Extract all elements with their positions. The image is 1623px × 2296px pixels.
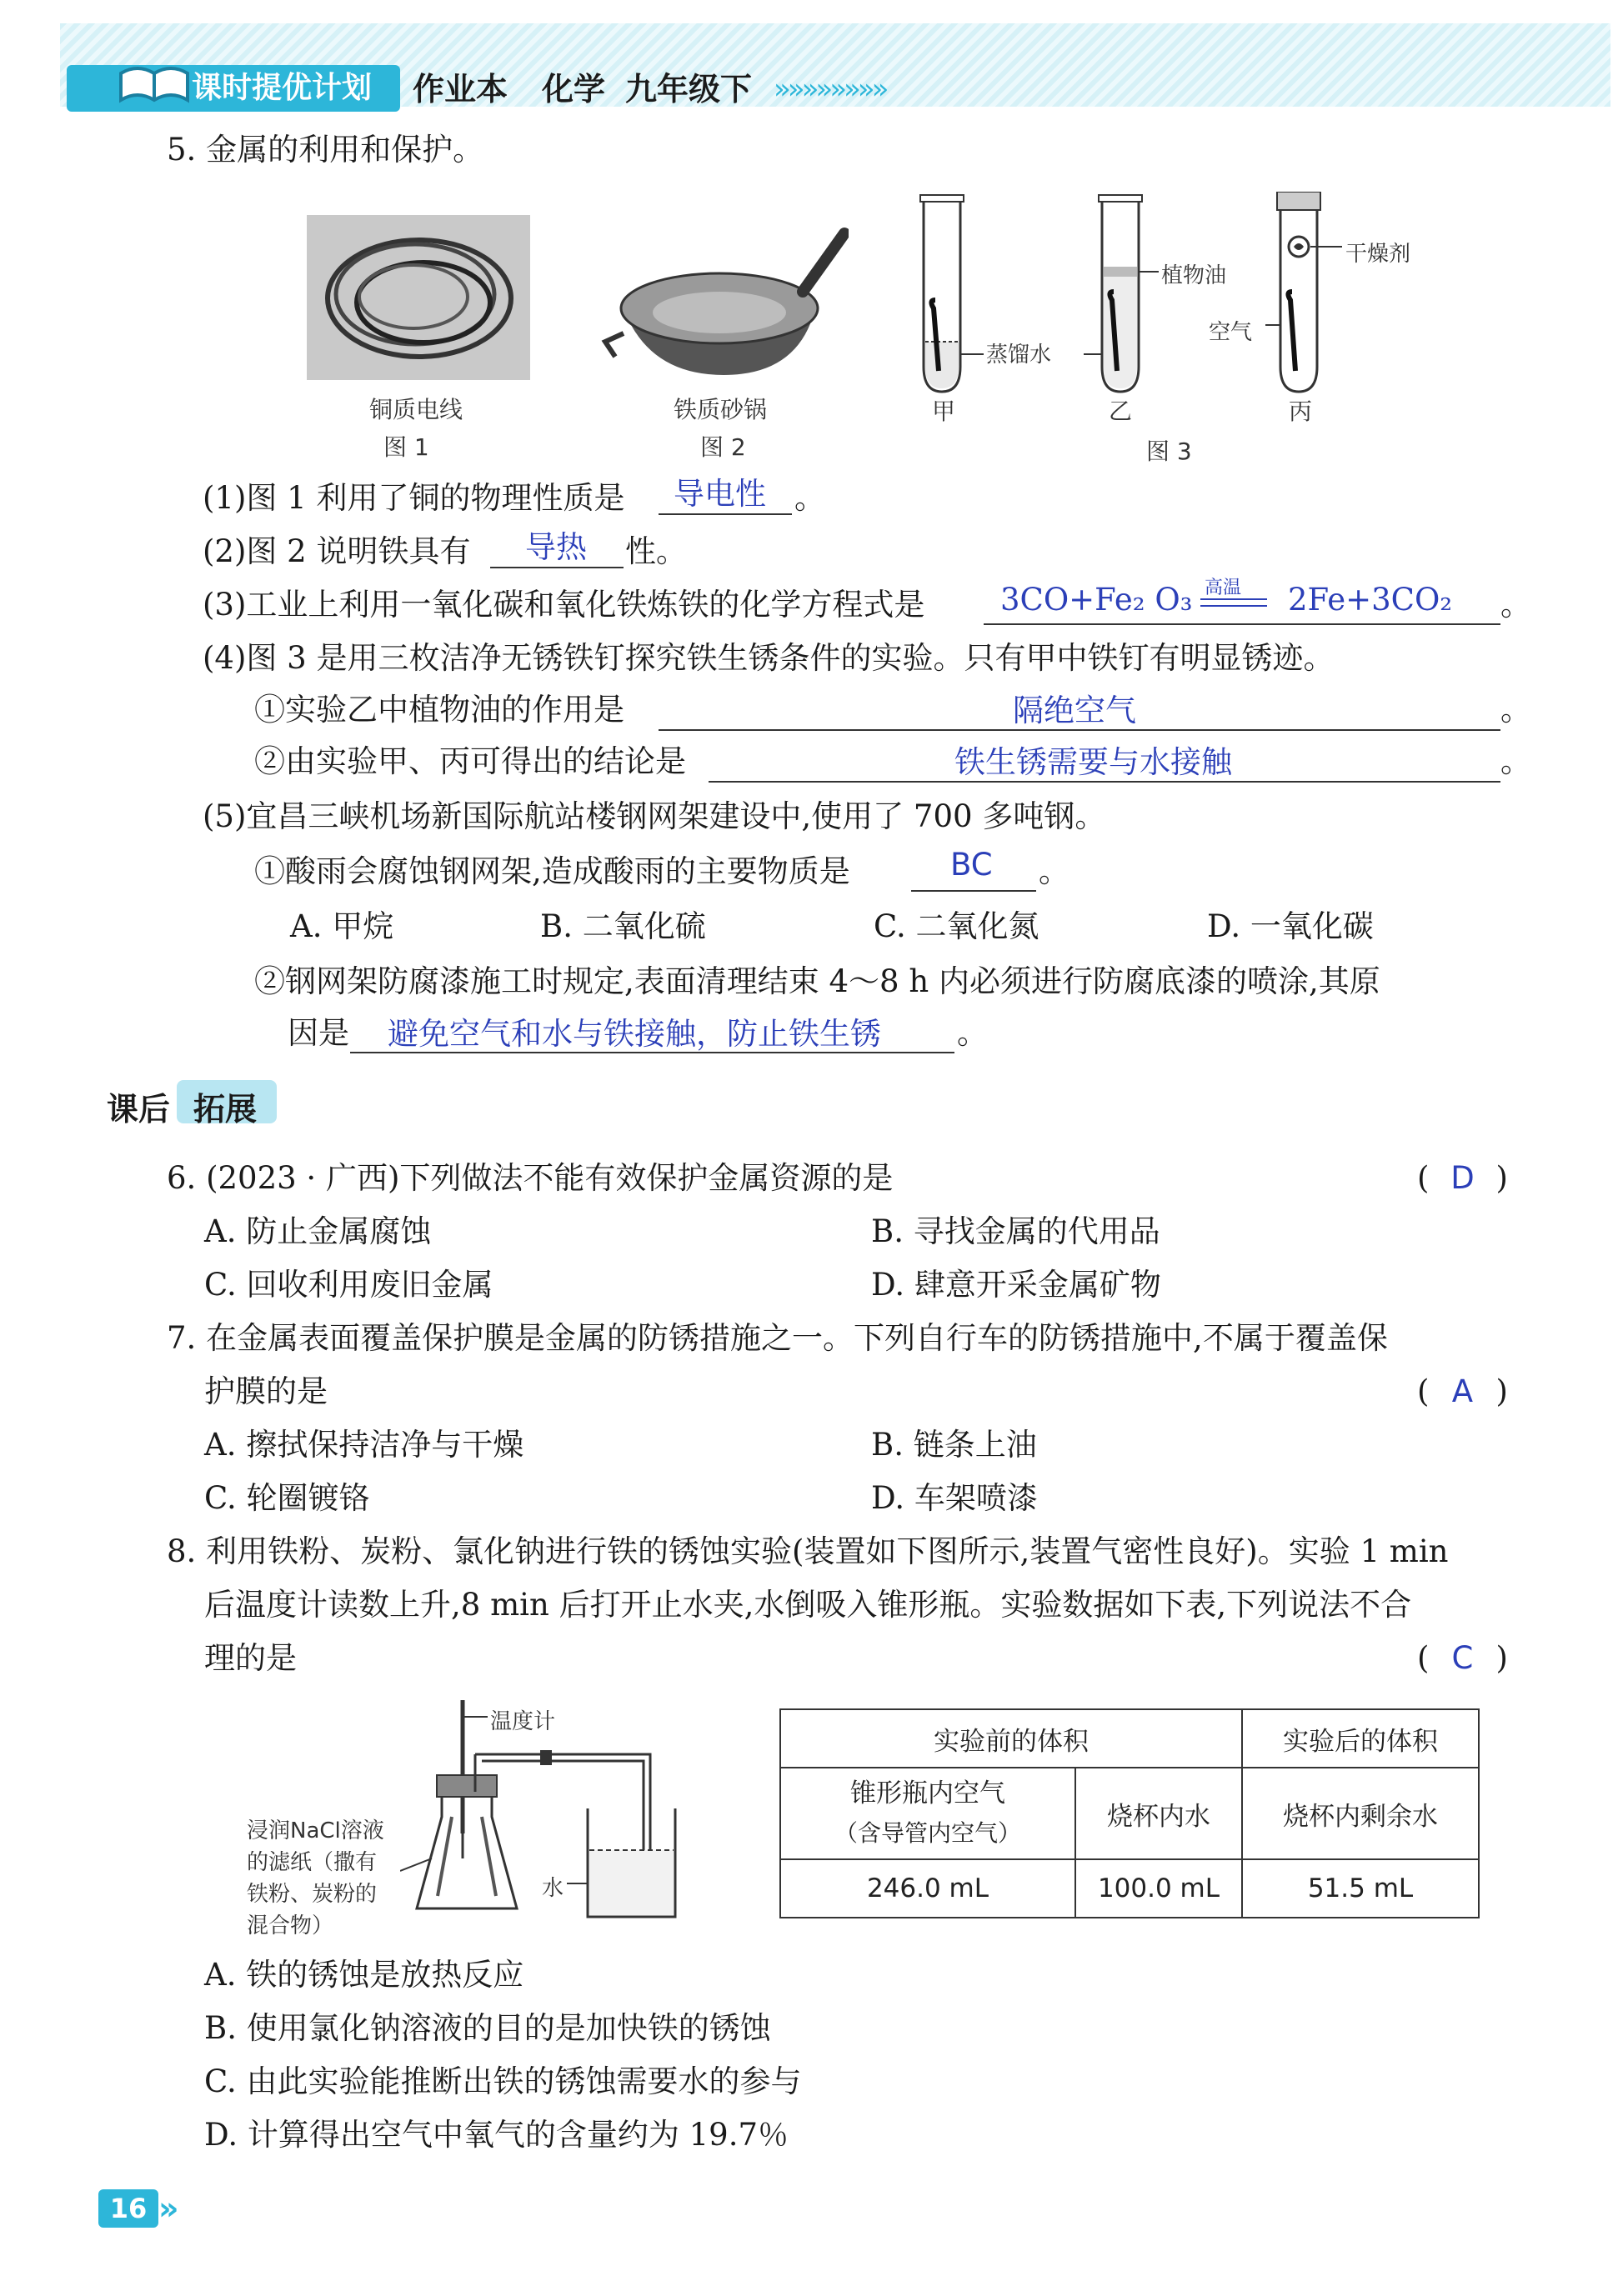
tube-label-bing: 丙	[1289, 398, 1313, 425]
fig1-caption: 铜质电线	[369, 396, 463, 423]
q5-part2-end: 性。	[625, 533, 687, 569]
q8-opt-c: C. 由此实验能推断出铁的锈蚀需要水的参与	[204, 2063, 802, 2099]
col-remaining-water: 烧杯内剩余水	[1242, 1768, 1479, 1859]
label-air: 空气	[1209, 320, 1253, 345]
period: 。	[1500, 692, 1531, 728]
q8-stem-2: 后温度计读数上升,8 min 后打开止水夹,水倒吸入锥形瓶。实验数据如下表,下列说法不合	[204, 1587, 1412, 1623]
fig2-label: 图 2	[700, 433, 746, 461]
fig2-caption: 铁质砂锅	[674, 396, 768, 423]
period: 。	[794, 480, 825, 516]
q8-stem-1: 8. 利用铁粉、炭粉、氯化钠进行铁的锈蚀实验(装置如下图所示,装置气密性良好)。实验 1 min	[167, 1533, 1449, 1569]
equation-left: 3CO+Fe₂ O₃	[1000, 582, 1193, 618]
label-desiccant: 干燥剂	[1345, 242, 1411, 267]
page-arrow-icon: »	[158, 2190, 179, 2227]
q7-opt-a: A. 擦拭保持洁净与干燥	[204, 1427, 524, 1463]
book-type: 作业本	[413, 71, 508, 108]
tube-label-jia: 甲	[932, 398, 956, 425]
q5-part1: (1)图 1 利用了铜的物理性质是	[203, 480, 625, 516]
q5-part5-1: ①酸雨会腐蚀钢网架,造成酸雨的主要物质是	[254, 853, 850, 889]
fig3-label: 图 3	[1146, 438, 1192, 465]
q6-opt-d: D. 肆意开采金属矿物	[871, 1267, 1161, 1303]
equation-right: 2Fe+3CO₂	[1288, 582, 1453, 618]
q5-part2-blank[interactable]	[490, 567, 624, 568]
q5-part1-blank[interactable]	[659, 513, 792, 515]
q5-opt-c: C. 二氧化氮	[874, 908, 1039, 944]
q5-part4-2: ②由实验甲、丙可得出的结论是	[254, 743, 686, 779]
q5-part4-1-answer: 隔绝空气	[1013, 693, 1136, 728]
q5-title: 5. 金属的利用和保护。	[167, 132, 484, 168]
header-arrows: »»»»»»»»	[774, 73, 886, 106]
period: 。	[957, 1015, 988, 1051]
q7-stem-1: 7. 在金属表面覆盖保护膜是金属的防锈措施之一。下列自行车的防锈措施中,不属于覆盖保	[167, 1320, 1388, 1356]
q5-part5-2a: ②钢网架防腐漆施工时规定,表面清理结束 4～8 h 内必须进行防腐底漆的喷涂,其原	[254, 963, 1380, 999]
q6-answer: D	[1450, 1160, 1475, 1196]
q8-answer: C	[1451, 1640, 1474, 1676]
page-number: 16	[98, 2189, 158, 2228]
q7-opt-c: C. 轮圈镀铬	[204, 1480, 370, 1516]
section-left: 课后	[107, 1091, 171, 1128]
q5-part3-blank[interactable]	[984, 623, 1500, 625]
q7-answer-bracket: ( A )	[1417, 1373, 1508, 1409]
period: 。	[1039, 853, 1069, 889]
col-beaker-water: 烧杯内水	[1075, 1768, 1242, 1859]
col-flask-air: 锥形瓶内空气 （含导管内空气）	[780, 1768, 1075, 1859]
q6-answer-bracket: ( D )	[1417, 1160, 1508, 1196]
q7-answer: A	[1451, 1373, 1474, 1409]
q6-opt-c: C. 回收利用废旧金属	[204, 1267, 493, 1303]
subject: 化学	[542, 71, 606, 108]
label-plant-oil: 植物油	[1161, 263, 1227, 288]
label-filter-paper: 浸润NaCl溶液 的滤纸（撒有 铁粉、炭粉的 混合物）	[247, 1818, 384, 1938]
q7-opt-d: D. 车架喷漆	[871, 1480, 1038, 1516]
q8-opt-b: B. 使用氯化钠溶液的目的是加快铁的锈蚀	[204, 2010, 771, 2046]
q6-opt-a: A. 防止金属腐蚀	[204, 1213, 432, 1249]
q7-opt-b: B. 链条上油	[871, 1427, 1037, 1463]
q5-part5-2b: 因是	[288, 1015, 349, 1051]
brand-title: 课时提优计划	[192, 71, 373, 105]
equation-condition: 高温	[1205, 578, 1242, 598]
val-beaker-water: 100.0 mL	[1075, 1859, 1242, 1918]
q6-opt-b: B. 寻找金属的代用品	[871, 1213, 1160, 1249]
period: 。	[1500, 587, 1531, 623]
q7-stem-2: 护膜的是	[204, 1373, 328, 1409]
val-remaining-water: 51.5 mL	[1242, 1859, 1479, 1918]
tube-label-yi: 乙	[1109, 398, 1133, 425]
q8-opt-a: A. 铁的锈蚀是放热反应	[204, 1957, 524, 1993]
val-flask-air: 246.0 mL	[780, 1859, 1075, 1918]
q8-answer-bracket: ( C )	[1417, 1640, 1508, 1676]
q5-part4: (4)图 3 是用三枚洁净无锈铁钉探究铁生锈条件的实验。只有甲中铁钉有明显锈迹。	[203, 640, 1335, 676]
header-after: 实验后的体积	[1242, 1709, 1479, 1768]
grade: 九年级下	[625, 71, 753, 108]
rust-experiment-tubes	[917, 192, 1417, 417]
q5-opt-a: A. 甲烷	[290, 908, 394, 944]
q5-part2: (2)图 2 说明铁具有	[203, 533, 471, 569]
copper-wire-image	[307, 215, 530, 380]
label-beaker-water: 水	[542, 1876, 564, 1901]
period: 。	[1500, 743, 1531, 779]
q5-part5-2-answer: 避免空气和水与铁接触，防止铁生锈	[388, 1016, 881, 1052]
q5-opt-d: D. 一氧化碳	[1207, 908, 1374, 944]
q8-opt-d: D. 计算得出空气中氧气的含量约为 19.7％	[204, 2117, 789, 2153]
q5-part2-answer: 导热	[525, 529, 587, 565]
q8-stem-3: 理的是	[204, 1640, 297, 1676]
equation-sign	[1200, 598, 1267, 607]
label-distilled-water: 蒸馏水	[986, 343, 1052, 368]
fig1-label: 图 1	[383, 433, 429, 461]
iron-wok-image	[599, 217, 849, 383]
q5-part5: (5)宜昌三峡机场新国际航站楼钢网架建设中,使用了 700 多吨钢。	[203, 798, 1106, 834]
q5-part4-1: ①实验乙中植物油的作用是	[254, 692, 624, 728]
q5-part3: (3)工业上利用一氧化碳和氧化铁炼铁的化学方程式是	[203, 587, 925, 623]
book-icon	[113, 58, 196, 112]
volume-data-table	[779, 1708, 1480, 1918]
section-right: 拓展	[193, 1091, 258, 1128]
q5-part4-2-answer: 铁生锈需要与水接触	[954, 744, 1232, 780]
q5-opt-b: B. 二氧化硫	[540, 908, 706, 944]
q5-part5-1-answer: BC	[950, 847, 993, 883]
q5-part5-1-blank[interactable]	[911, 890, 1036, 892]
q5-part1-answer: 导电性	[674, 476, 766, 512]
header-before: 实验前的体积	[780, 1709, 1242, 1768]
q6-stem: 6. (2023 · 广西)下列做法不能有效保护金属资源的是	[167, 1160, 894, 1196]
label-thermometer: 温度计	[490, 1709, 556, 1734]
